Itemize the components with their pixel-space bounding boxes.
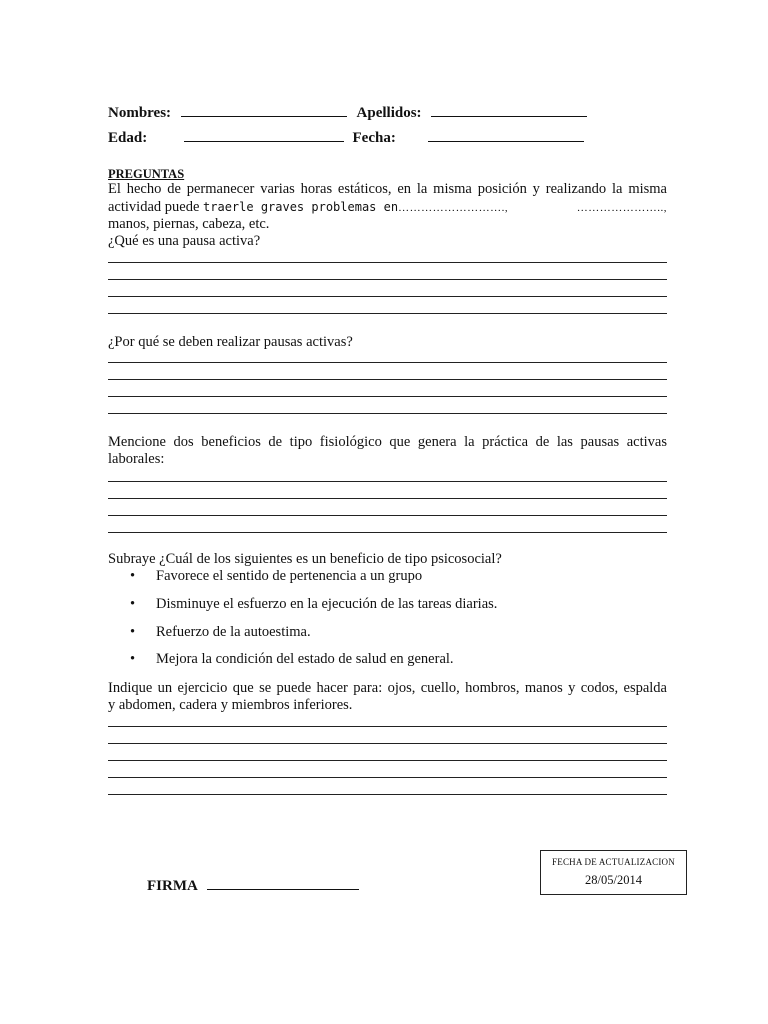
- answer-line[interactable]: [108, 481, 667, 482]
- answer-line[interactable]: [108, 743, 667, 744]
- bullet-icon: •: [130, 568, 136, 584]
- answer-line[interactable]: [108, 413, 667, 414]
- nombres-label: Nombres:: [108, 105, 172, 121]
- answer-line[interactable]: [108, 396, 667, 397]
- question-1: ¿Qué es una pausa activa?: [108, 233, 261, 249]
- apellidos-label: Apellidos:: [356, 105, 422, 121]
- option-item[interactable]: [130, 596, 497, 613]
- option-item[interactable]: [130, 651, 454, 668]
- header-row-names: [108, 103, 587, 122]
- answer-line[interactable]: [108, 262, 667, 263]
- bullet-icon: •: [130, 651, 136, 667]
- intro-blank-2: …………………..,: [576, 202, 667, 214]
- fecha-label: Fecha:: [352, 130, 396, 146]
- bullet-icon: •: [130, 624, 136, 640]
- answer-line[interactable]: [108, 760, 667, 761]
- answer-line[interactable]: [108, 279, 667, 280]
- option-text: Refuerzo de la autoestima.: [156, 624, 311, 640]
- bullet-icon: •: [130, 596, 136, 612]
- firma-label: FIRMA: [147, 878, 197, 894]
- intro-line-2-mono: traerle graves problemas en: [203, 200, 399, 214]
- answer-line[interactable]: [108, 313, 667, 314]
- answer-line[interactable]: [108, 498, 667, 499]
- answer-line[interactable]: [108, 515, 667, 516]
- update-date-box: [540, 850, 687, 895]
- nombres-field[interactable]: [181, 103, 347, 117]
- edad-label: Edad:: [108, 130, 148, 146]
- question-5-line-1: Indique un ejercicio que se puede hacer para: ojos, cuello, hombros, manos y codos, espalda: [108, 680, 667, 696]
- intro-line-2: [108, 199, 667, 217]
- answer-line[interactable]: [108, 726, 667, 727]
- option-item[interactable]: [130, 624, 311, 641]
- intro-line-3: manos, piernas, cabeza, etc.: [108, 216, 270, 232]
- option-text: Mejora la condición del estado de salud en general.: [156, 651, 454, 667]
- option-text: Favorece el sentido de pertenencia a un grupo: [156, 568, 423, 584]
- question-2: ¿Por qué se deben realizar pausas activas?: [108, 334, 353, 350]
- signature-row: [147, 876, 359, 895]
- answer-line[interactable]: [108, 532, 667, 533]
- answer-line[interactable]: [108, 777, 667, 778]
- header-row-age-date: [108, 128, 584, 147]
- update-date-label: FECHA DE ACTUALIZACION: [552, 857, 675, 867]
- answer-line[interactable]: [108, 296, 667, 297]
- edad-field[interactable]: [184, 128, 344, 142]
- section-title: PREGUNTAS: [108, 167, 185, 181]
- option-text: Disminuye el esfuerzo en la ejecución de las tareas diarias.: [156, 596, 498, 612]
- intro-line-1: El hecho de permanecer varias horas estáticos, en la misma posición y realizando la misma: [108, 181, 667, 197]
- answer-line[interactable]: [108, 379, 667, 380]
- signature-field[interactable]: [207, 876, 359, 890]
- intro-line-2-start: actividad puede: [108, 199, 200, 215]
- answer-line[interactable]: [108, 362, 667, 363]
- option-item[interactable]: [130, 568, 422, 585]
- intro-blank-1: ……………………….,: [398, 202, 509, 214]
- question-3-line-2: laborales:: [108, 451, 165, 467]
- question-3-line-1: Mencione dos beneficios de tipo fisiológico que genera la práctica de las pausas activas: [108, 434, 667, 450]
- question-5-line-2: y abdomen, cadera y miembros inferiores.: [108, 697, 353, 713]
- fecha-field[interactable]: [428, 128, 584, 142]
- apellidos-field[interactable]: [431, 103, 587, 117]
- answer-line[interactable]: [108, 794, 667, 795]
- question-4: Subraye ¿Cuál de los siguientes es un beneficio de tipo psicosocial?: [108, 551, 502, 567]
- update-date-value: 28/05/2014: [585, 873, 642, 887]
